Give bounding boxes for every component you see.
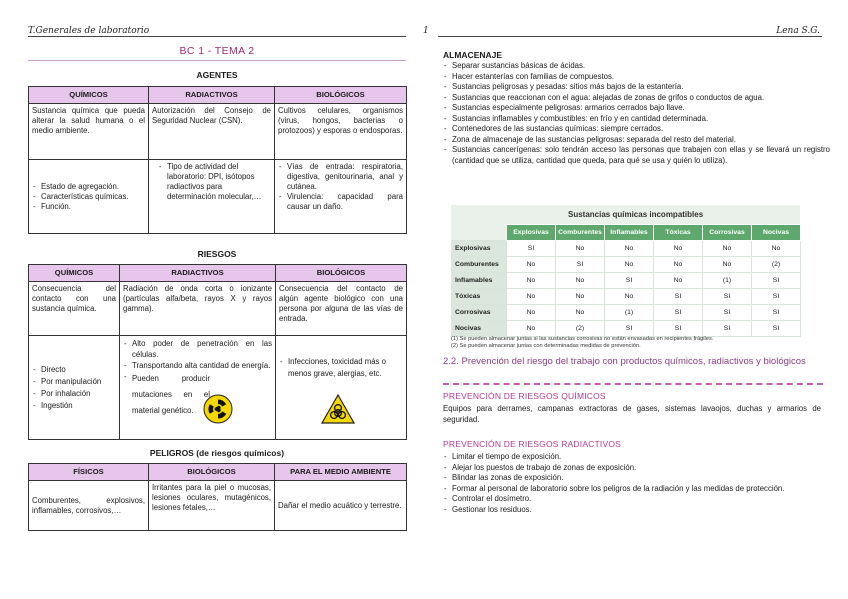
table-cell: No: [556, 289, 605, 305]
table-cell: No: [654, 241, 703, 257]
list-item: - Controlar el dosímetro.: [452, 494, 830, 505]
list-item: - Separar sustancias básicas de ácidas.: [452, 61, 830, 72]
list-item: - Alejar los puestos de trabajo de zonas de exposición.: [452, 463, 830, 474]
table-cell: No: [507, 273, 556, 289]
corner-cell: [452, 225, 507, 241]
list-item: - Sustancias peligrosas y pesadas: sitios más bajos de la estantería.: [452, 82, 830, 93]
table-cell: No: [507, 305, 556, 321]
col-header: Tóxicas: [654, 225, 703, 241]
prev-radiactivos-list: [443, 452, 830, 515]
list-item: - Características químicas.: [41, 192, 145, 202]
table-cell: (2): [752, 257, 801, 273]
list-item: - Sustancias cancerígenas: solo tendrán acceso las personas que trabajen con ellas y se llevará un registro (cantidad que se utiliza, cantidad que queda, para qué se usa y quién lo utiliza).: [452, 145, 830, 166]
incompat-note-1: (1) Se pueden almacenar juntas si las sustancias corrosivas no están envasadas en recipientes frágiles.: [451, 336, 714, 342]
col-biologicos: BIOLÓGICOS: [275, 87, 407, 104]
agentes-table: [28, 86, 407, 234]
col-header: Nocivas: [752, 225, 801, 241]
table-row: [452, 321, 801, 337]
peligros-table: [28, 463, 407, 531]
list-item: - Transportando alta cantidad de energía.: [132, 360, 272, 371]
col-medio-ambiente: PARA EL MEDIO AMBIENTE: [275, 464, 407, 481]
prev-radiactivos-title: PREVENCIÓN DE RIESGOS RADIACTIVOS: [443, 439, 622, 449]
table-cell: SI: [556, 257, 605, 273]
list-item: - Formar al personal de laboratorio sobre los peligros de la radiación y las medidas de protección.: [452, 484, 830, 495]
prev-quimicos-text: Equipos para derrames, campanas extractoras de gases, sistemas lavaojos, duchas y armarios de seguridad.: [443, 404, 821, 424]
list-item: - Zona de almacenaje de las sustancias peligrosas: separada del resto del material.: [452, 135, 830, 146]
row-header: Inflamables: [452, 273, 507, 289]
table-cell: No: [752, 241, 801, 257]
cell: Comburentes, explosivos, inflamables, corrosivos,…: [29, 481, 149, 531]
row-header: Nocivas: [452, 321, 507, 337]
row-header: Comburentes: [452, 257, 507, 273]
table-cell: No: [556, 241, 605, 257]
list-item: - Ingestión: [41, 400, 116, 412]
cell: [29, 336, 120, 440]
cell: Autorización del Consejo de Seguridad Nuclear (CSN).: [149, 104, 275, 160]
header-rule-left: [28, 36, 406, 37]
list-item: - Vías de entrada: respiratoria, digestiva, genitourinaria, anal y cutánea.: [287, 162, 403, 192]
cell: Radiación de onda corta o ionizante (partículas alfa/beta, rayos X y rayos gamma).: [120, 282, 276, 336]
header-rule-right: [438, 36, 822, 37]
list-item: - Sustancias que reaccionan con el agua: alejadas de zonas de grifos o conductos de agua.: [452, 93, 830, 104]
col-quimicos: QUÍMICOS: [29, 265, 120, 282]
riesgos-heading: RIESGOS: [197, 249, 237, 259]
table-cell: (1): [703, 273, 752, 289]
col-header: Comburentes: [556, 225, 605, 241]
col-biologicos: BIOLÓGICOS: [276, 265, 407, 282]
list-item: - Limitar el tiempo de exposición.: [452, 452, 830, 463]
list-item: - Virulencia: capacidad para causar un daño.: [287, 192, 403, 212]
table-row: [452, 305, 801, 321]
list-item: - Por manipulación: [41, 376, 116, 388]
table-row: [452, 257, 801, 273]
list-item: - Sustancias inflamables y combustibles: en frío y en cantidad determinada.: [452, 114, 830, 125]
table-cell: No: [703, 241, 752, 257]
cell: [276, 336, 407, 440]
list-item: - Directo: [41, 364, 116, 376]
table-cell: SI: [605, 273, 654, 289]
table-cell: SI: [703, 305, 752, 321]
table-cell: SI: [752, 289, 801, 305]
cell: [29, 160, 149, 234]
row-header: Tóxicas: [452, 289, 507, 305]
table-cell: (2): [556, 321, 605, 337]
table-cell: No: [507, 321, 556, 337]
list-item: - Por inhalación: [41, 388, 116, 400]
table-cell: SI: [654, 305, 703, 321]
table-cell: No: [605, 257, 654, 273]
header-subject: T.Generales de laboratorio: [28, 26, 150, 36]
incompat-title: Sustancias químicas incompatibles: [568, 210, 704, 219]
list-item: - Blindar las zonas de exposición.: [452, 473, 830, 484]
col-header: Explosivas: [507, 225, 556, 241]
header-author: Lena S.G.: [776, 26, 820, 36]
row-header: Explosivas: [452, 241, 507, 257]
prev-quimicos-title: PREVENCIÓN DE RIESGOS QUÍMICOS: [443, 391, 606, 401]
list-item: - Estado de agregación.: [41, 182, 145, 192]
list-item: - Gestionar los residuos.: [452, 505, 830, 516]
table-cell: No: [507, 289, 556, 305]
cell: Irritantes para la piel o mucosas, lesiones oculares, mutagénicos, lesiones fetales,…: [149, 481, 275, 531]
table-cell: No: [605, 241, 654, 257]
col-header: Corrosivas: [703, 225, 752, 241]
list-item: - Alto poder de penetración en las células.: [132, 338, 272, 360]
peligros-heading: PELIGROS (de riesgos químicos): [149, 448, 285, 458]
list-item: - Sustancias especialmente peligrosas: armarios cerrados bajo llave.: [452, 103, 830, 114]
biohazard-icon: [321, 394, 355, 424]
table-row: [452, 241, 801, 257]
cell: Cultivos celulares, organismos (virus, hongos, bacterias o protozoos) y esporas o endosporas.: [275, 104, 407, 160]
title-underline: [28, 60, 406, 61]
cell: Consecuencia del contacto con una sustancia química.: [29, 282, 120, 336]
table-cell: (1): [605, 305, 654, 321]
list-item: [132, 371, 272, 419]
col-radiactivos: RADIACTIVOS: [149, 87, 275, 104]
table-cell: No: [703, 257, 752, 273]
cell: [275, 160, 407, 234]
radiation-icon: [203, 394, 233, 424]
table-cell: No: [654, 273, 703, 289]
table-cell: SI: [703, 321, 752, 337]
incompat-table: [451, 224, 801, 337]
table-cell: SI: [752, 273, 801, 289]
almacenaje-title: ALMACENAJE: [443, 50, 503, 60]
col-header: Inflamables: [605, 225, 654, 241]
cell: [120, 336, 276, 440]
table-row: [452, 273, 801, 289]
list-item: - Contenedores de las sustancias químicas: siempre cerrados.: [452, 124, 830, 135]
section-2-2-heading: 2.2. Prevención del riesgo del trabajo con productos químicos, radiactivos y biológicos: [443, 356, 806, 367]
row-header: Corrosivas: [452, 305, 507, 321]
cell: Dañar el medio acuático y terrestre.: [275, 481, 407, 531]
page-title: BC 1 - TEMA 2: [179, 45, 255, 57]
table-cell: No: [507, 257, 556, 273]
list-item: - Hacer estanterías con familias de compuestos.: [452, 72, 830, 83]
table-cell: No: [556, 273, 605, 289]
table-cell: No: [556, 305, 605, 321]
table-cell: SI: [752, 305, 801, 321]
list-item: - Función.: [41, 202, 145, 212]
incompat-note-2: (2) Se pueden almacenar juntas con determinadas medidas de prevención.: [451, 343, 641, 349]
list-item: - Tipo de actividad del laboratorio: DPI, isótopos radiactivos para determinación molecular,…: [167, 162, 271, 202]
table-cell: No: [605, 289, 654, 305]
col-biologicos: BIOLÓGICOS: [149, 464, 275, 481]
section-divider: [443, 383, 823, 385]
table-cell: SI: [605, 321, 654, 337]
agentes-heading: AGENTES: [196, 70, 238, 80]
cell: [149, 160, 275, 234]
table-row: [452, 289, 801, 305]
cell: Sustancia química que pueda alterar la salud humana o el medio ambiente.: [29, 104, 149, 160]
table-cell: SI: [703, 289, 752, 305]
col-fisicos: FÍSICOS: [29, 464, 149, 481]
riesgos-table: [28, 264, 407, 440]
cell: Consecuencia del contacto de algún agente biológico con una persona por alguna de las vías de entrada.: [276, 282, 407, 336]
table-cell: SI: [654, 289, 703, 305]
table-cell: SI: [654, 321, 703, 337]
mutation-text: Pueden producir mutaciones en el material genético.: [132, 374, 210, 415]
table-cell: SI: [752, 321, 801, 337]
col-quimicos: QUÍMICOS: [29, 87, 149, 104]
table-cell: No: [654, 257, 703, 273]
table-cell: SI: [507, 241, 556, 257]
page-number: 1: [423, 26, 429, 36]
list-item: - Infecciones, toxicidad más o menos grave, alergias, etc.: [288, 356, 403, 380]
col-radiactivos: RADIACTIVOS: [120, 265, 276, 282]
almacenaje-list: [443, 61, 830, 166]
